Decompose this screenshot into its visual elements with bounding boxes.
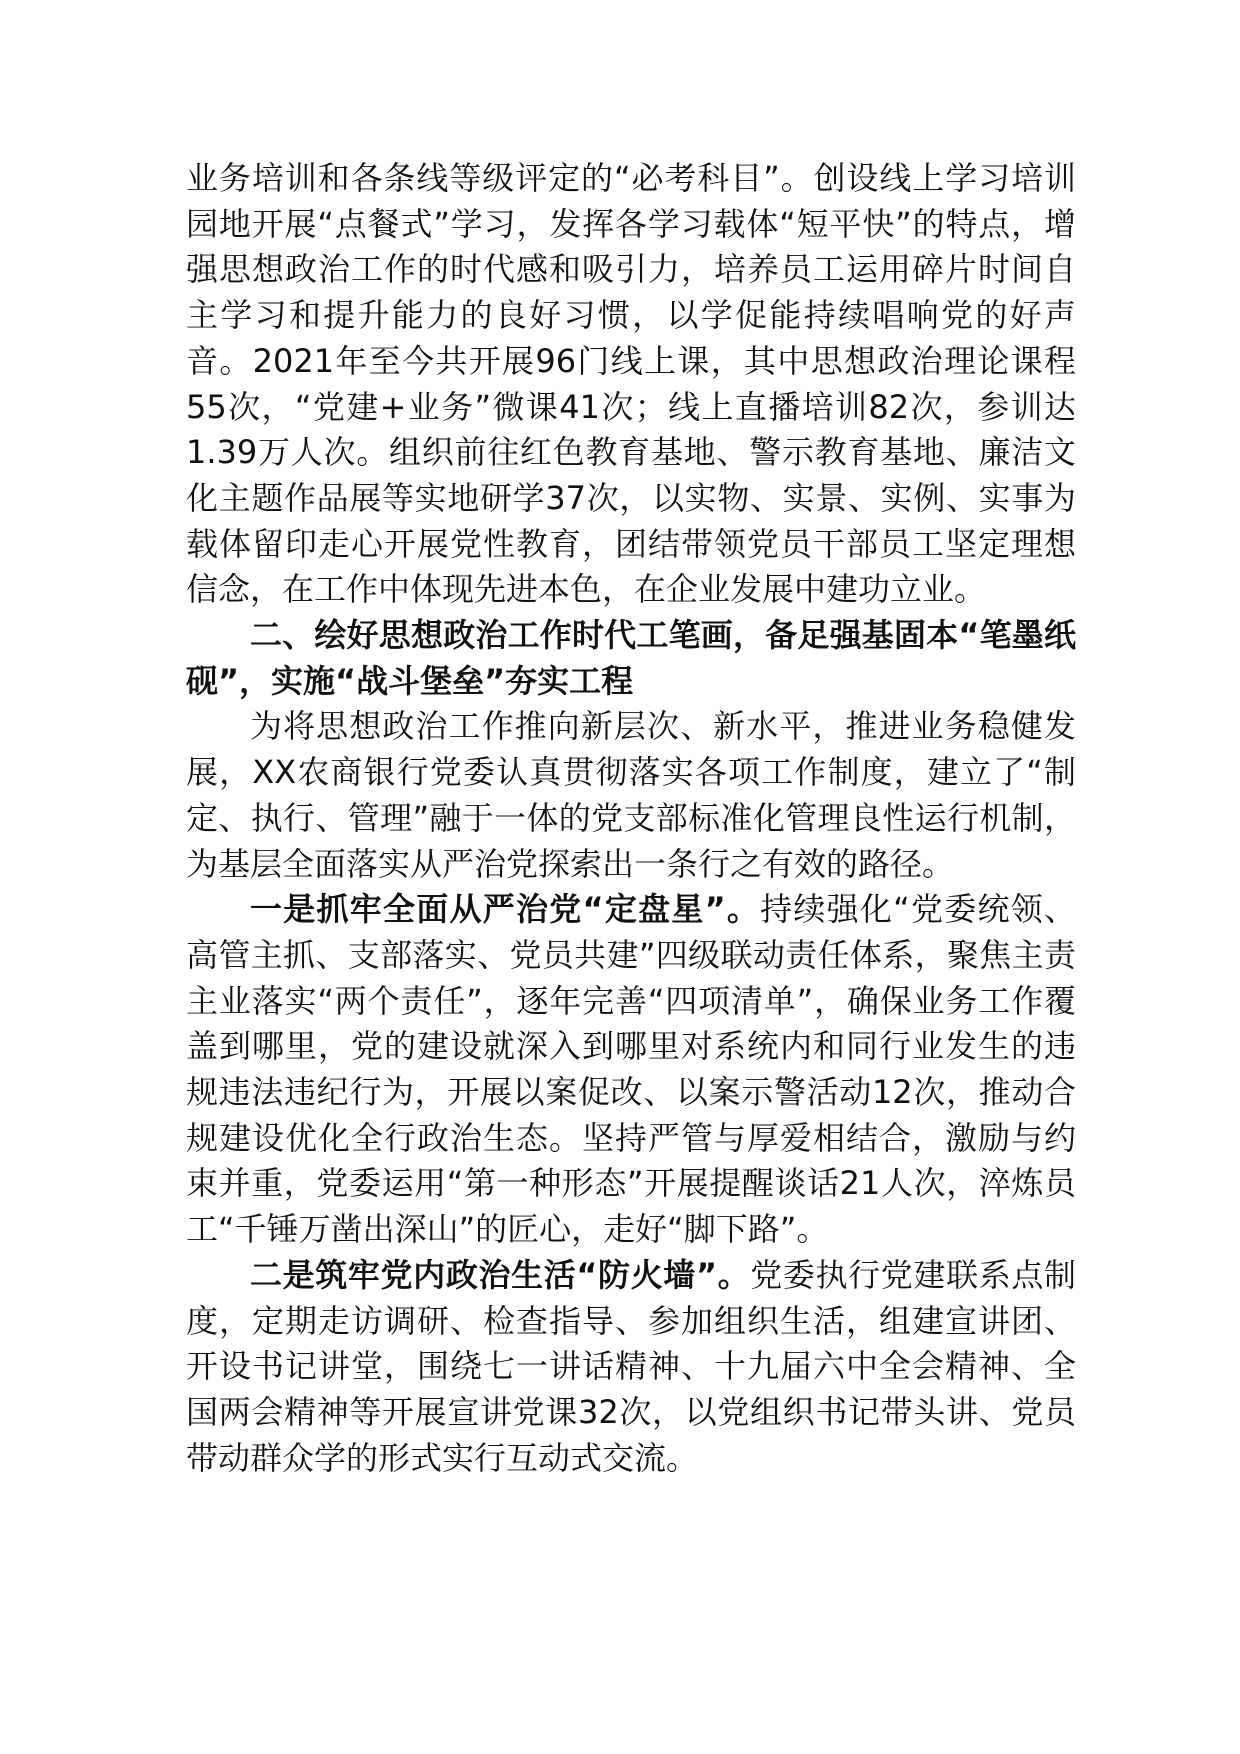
document-body	[186, 156, 1076, 1481]
paragraph-online-training: 业务培训和各条线等级评定的“必考科目”。创设线上学习培训园地开展“点餐式”学习，发挥各学习载体“短平快”的特点，增强思想政治工作的时代感和吸引力，培养员工运用碎片时间自主学习和提升能力的良好习惯，以学促能持续唱响党的好声音。2021年至今共开展96门线上课，其中思想政治理论课程55次，“党建+业务”微课41次；线上直播培训82次，参训达1.39万人次。组织前往红色教育基地、警示教育基地、廉洁文化主题作品展等实地研学37次，以实物、实景、实例、实事为载体留印走心开展党性教育，团结带领党员干部员工坚定理想信念，在工作中体现先进本色，在企业发展中建功立业。	[186, 159, 1076, 609]
paragraph-lead-political-life: 二是筑牢党内政治生活“防火墙”。	[250, 1255, 751, 1294]
paragraph-lead-strict-governance: 一是抓牢全面从严治党“定盘星”。	[250, 890, 761, 929]
section-heading-two: 二、绘好思想政治工作时代工笔画，备足强基固本“笔墨纸砚”，实施“战斗堡垒”夯实工程	[186, 616, 1076, 700]
paragraph-body-political-life: 党委执行党建联系点制度，定期走访调研、检查指导、参加组织生活，组建宣讲团、开设书记讲堂，围绕七一讲话精神、十九届六中全会精神、全国两会精神等开展宣讲党课32次，以党组织书记带头讲、党员带动群众学的形式实行互动式交流。	[186, 1255, 1076, 1477]
paragraph-strict-governance	[186, 887, 1076, 1253]
paragraph-body-strict-governance: 持续强化“党委统领、高管主抓、支部落实、党员共建”四级联动责任体系，聚焦主责主业落实“两个责任”，逐年完善“四项清单”，确保业务工作覆盖到哪里，党的建设就深入到哪里对系统内和同行业发生的违规违法违纪行为，开展以案促改、以案示警活动12次，推动合规建设优化全行政治生态。坚持严管与厚爱相结合，激励与约束并重，党委运用“第一种形态”开展提醒谈话21人次，淬炼员工“千锤万凿出深山”的匠心，走好“脚下路”。	[186, 890, 1076, 1249]
paragraph-political-life	[186, 1253, 1076, 1482]
paragraph-work-system: 为将思想政治工作推向新层次、新水平，推进业务稳健发展，XX农商银行党委认真贯彻落实各项工作制度，建立了“制定、执行、管理”融于一体的党支部标准化管理良性运行机制，为基层全面落实从严治党探索出一条行之有效的路径。	[186, 707, 1076, 883]
